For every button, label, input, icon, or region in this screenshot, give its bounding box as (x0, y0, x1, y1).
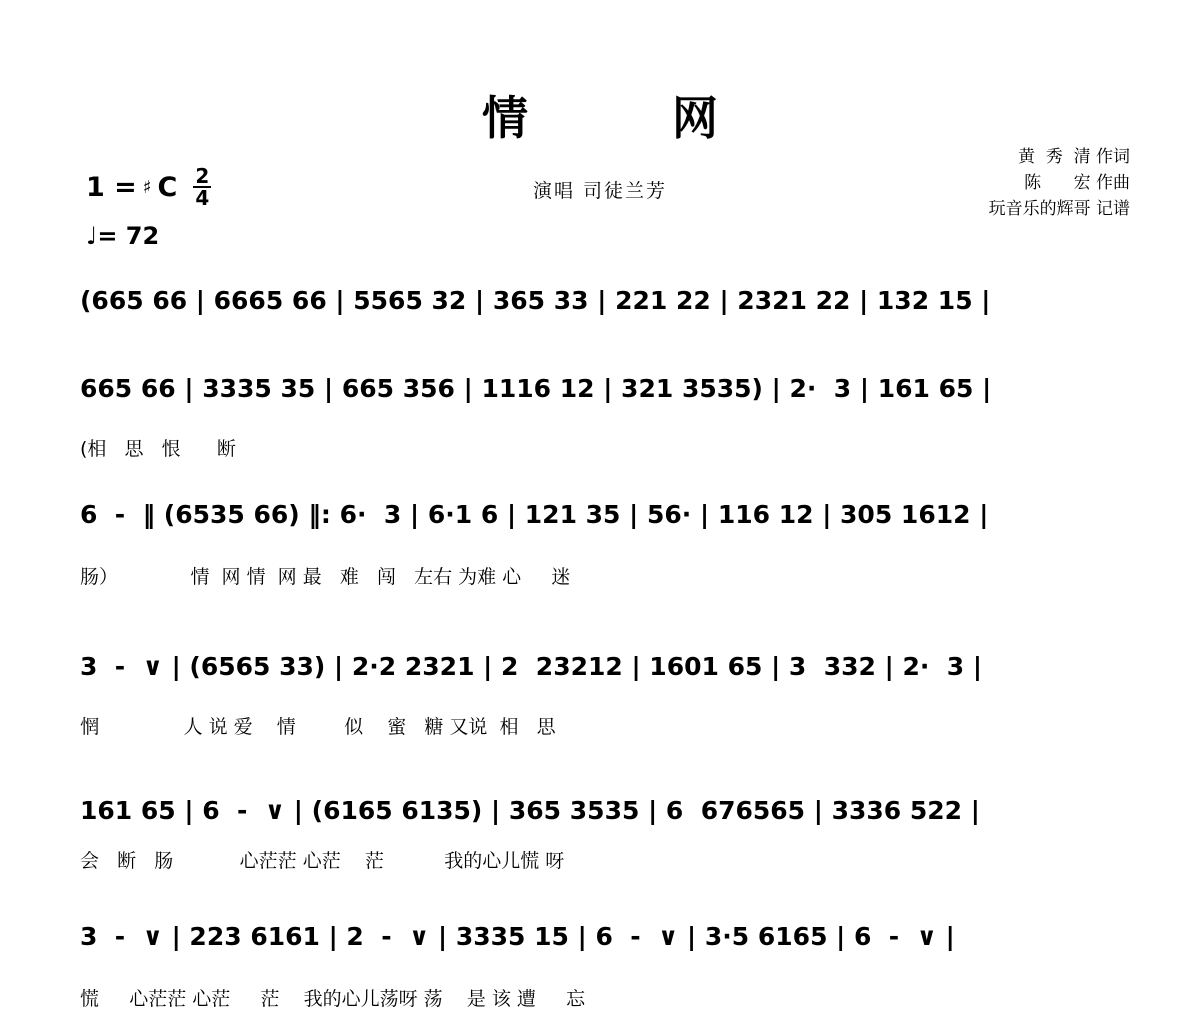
meter-numerator: 2 (195, 164, 210, 188)
lyrics-line-6: 慌 心茫茫 心茫 茫 我的心儿荡呀 荡 是 该 遭 忘 (80, 988, 586, 1010)
score-line-4: 3 - ∨ | (6565 33) | 2·2 2321 | 2 23212 | 1601 65 | 3 332 | 2· 3 | (80, 652, 982, 681)
lyrics-line-5: 会 断 肠 心茫茫 心茫 茫 我的心儿慌 呀 (80, 850, 565, 872)
sharp-icon: ♯ (142, 176, 152, 198)
lyrics-line-4: 惘 人 说 爱 情 似 蜜 糖 又说 相 思 (80, 716, 556, 738)
key-signature (86, 166, 211, 208)
score-line-3: 6 - ‖ (6535 66) ‖: 6· 3 | 6·1 6 | 121 35 | 56· | 116 12 | 305 1612 | (80, 500, 989, 529)
key-note: C (157, 171, 178, 203)
score-line-1: (665 66 | 6665 66 | 5565 32 | 365 33 | 221 22 | 2321 22 | 132 15 | (80, 286, 991, 315)
tempo-marking: ♩= 72 (86, 222, 160, 250)
transcriber-credit: 玩音乐的辉哥 记谱 (988, 199, 1130, 219)
lyrics-line-2: (相 思 恨 断 (80, 438, 236, 460)
key-label: 1 = (86, 171, 137, 203)
score-line-5: 161 65 | 6 - ∨ | (6165 6135) | 365 3535 | 6 676565 | 3336 522 | (80, 796, 980, 825)
meter-denominator: 4 (195, 186, 210, 210)
singer-credit: 演唱 司徒兰芳 (532, 180, 668, 202)
composer-credit: 陈 宏 作曲 (1024, 173, 1130, 193)
lyrics-line-3: 肠） 情 网 情 网 最 难 闯 左右 为难 心 迷 (80, 566, 571, 588)
credits-block (989, 144, 1130, 222)
score-line-2: 665 66 | 3335 35 | 665 356 | 1116 12 | 321 3535) | 2· 3 | 161 65 | (80, 374, 992, 403)
score-line-6: 3 - ∨ | 223 6161 | 2 - ∨ | 3335 15 | 6 - ∨ | 3·5 6165 | 6 - ∨ | (80, 922, 955, 951)
time-signature (193, 166, 211, 208)
lyricist-credit: 黄 秀 清 作词 (1017, 147, 1130, 167)
page-title: 情 网 (481, 91, 782, 145)
